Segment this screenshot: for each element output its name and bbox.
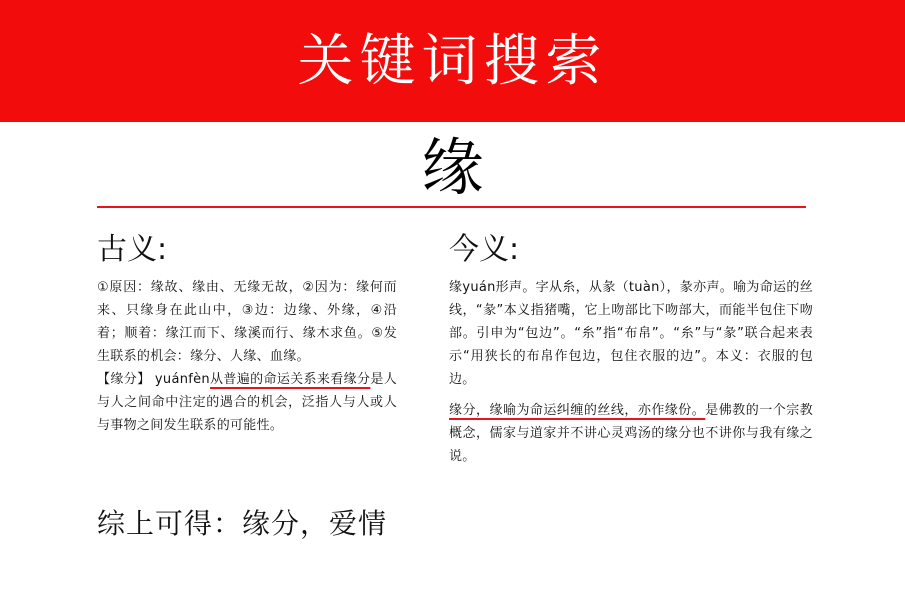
banner-title: 关键词搜索: [297, 29, 608, 94]
keyword-character: 缘: [421, 131, 484, 204]
modern-meaning-text: [449, 399, 813, 468]
header-banner: [0, 0, 905, 122]
term-definition-rest: 是人与人之间命中注定的遇合的机会，泛指人与人或人与事物之间发生联系的可能性。: [97, 372, 398, 433]
ancient-meaning-text: [97, 276, 397, 437]
modern-meaning-etymology: 缘yuán形声。字从糸，从彖（tuàn），彖亦声。喻为命运的丝线，“彖”本义指猪嘴，它上吻部比下吻部大，而能半包住下吻部。引申为“包边”。“糸”指“布帛”。“糸”与“彖”联合起来表示“用狭长的布帛作包边，包住衣服的边”。本义：衣服的包边。: [449, 280, 813, 387]
ancient-meaning-section: [97, 230, 397, 437]
modern-meaning-section: [449, 230, 813, 468]
ancient-meaning-heading: 古义:: [97, 232, 168, 267]
ancient-definitions: ①原因：缘故、缘由、无缘无故，②因为：缘何而来、只缘身在此山中，③边：边缘、外缘，④沿着；顺着：缘江而下、缘溪而行、缘木求鱼。⑤发生联系的机会：缘分、人缘、血缘。: [97, 280, 397, 364]
term-label: 【缘分】 yuánfèn: [97, 372, 210, 387]
summary-conclusion: 综上可得：缘分，爱情: [97, 507, 388, 540]
term-definition-underlined: 从普遍的命运关系来看缘分: [209, 372, 371, 387]
divider-line: [97, 206, 806, 208]
modern-definition-rest: 是佛教的一个宗教概念，儒家与道家并不讲心灵鸡汤的缘分也不讲你与我有缘之说。: [449, 403, 813, 464]
modern-meaning-heading: 今义:: [449, 232, 520, 267]
modern-definition-underlined: 缘分，缘喻为命运纠缠的丝线，亦作缘份。: [449, 403, 706, 418]
